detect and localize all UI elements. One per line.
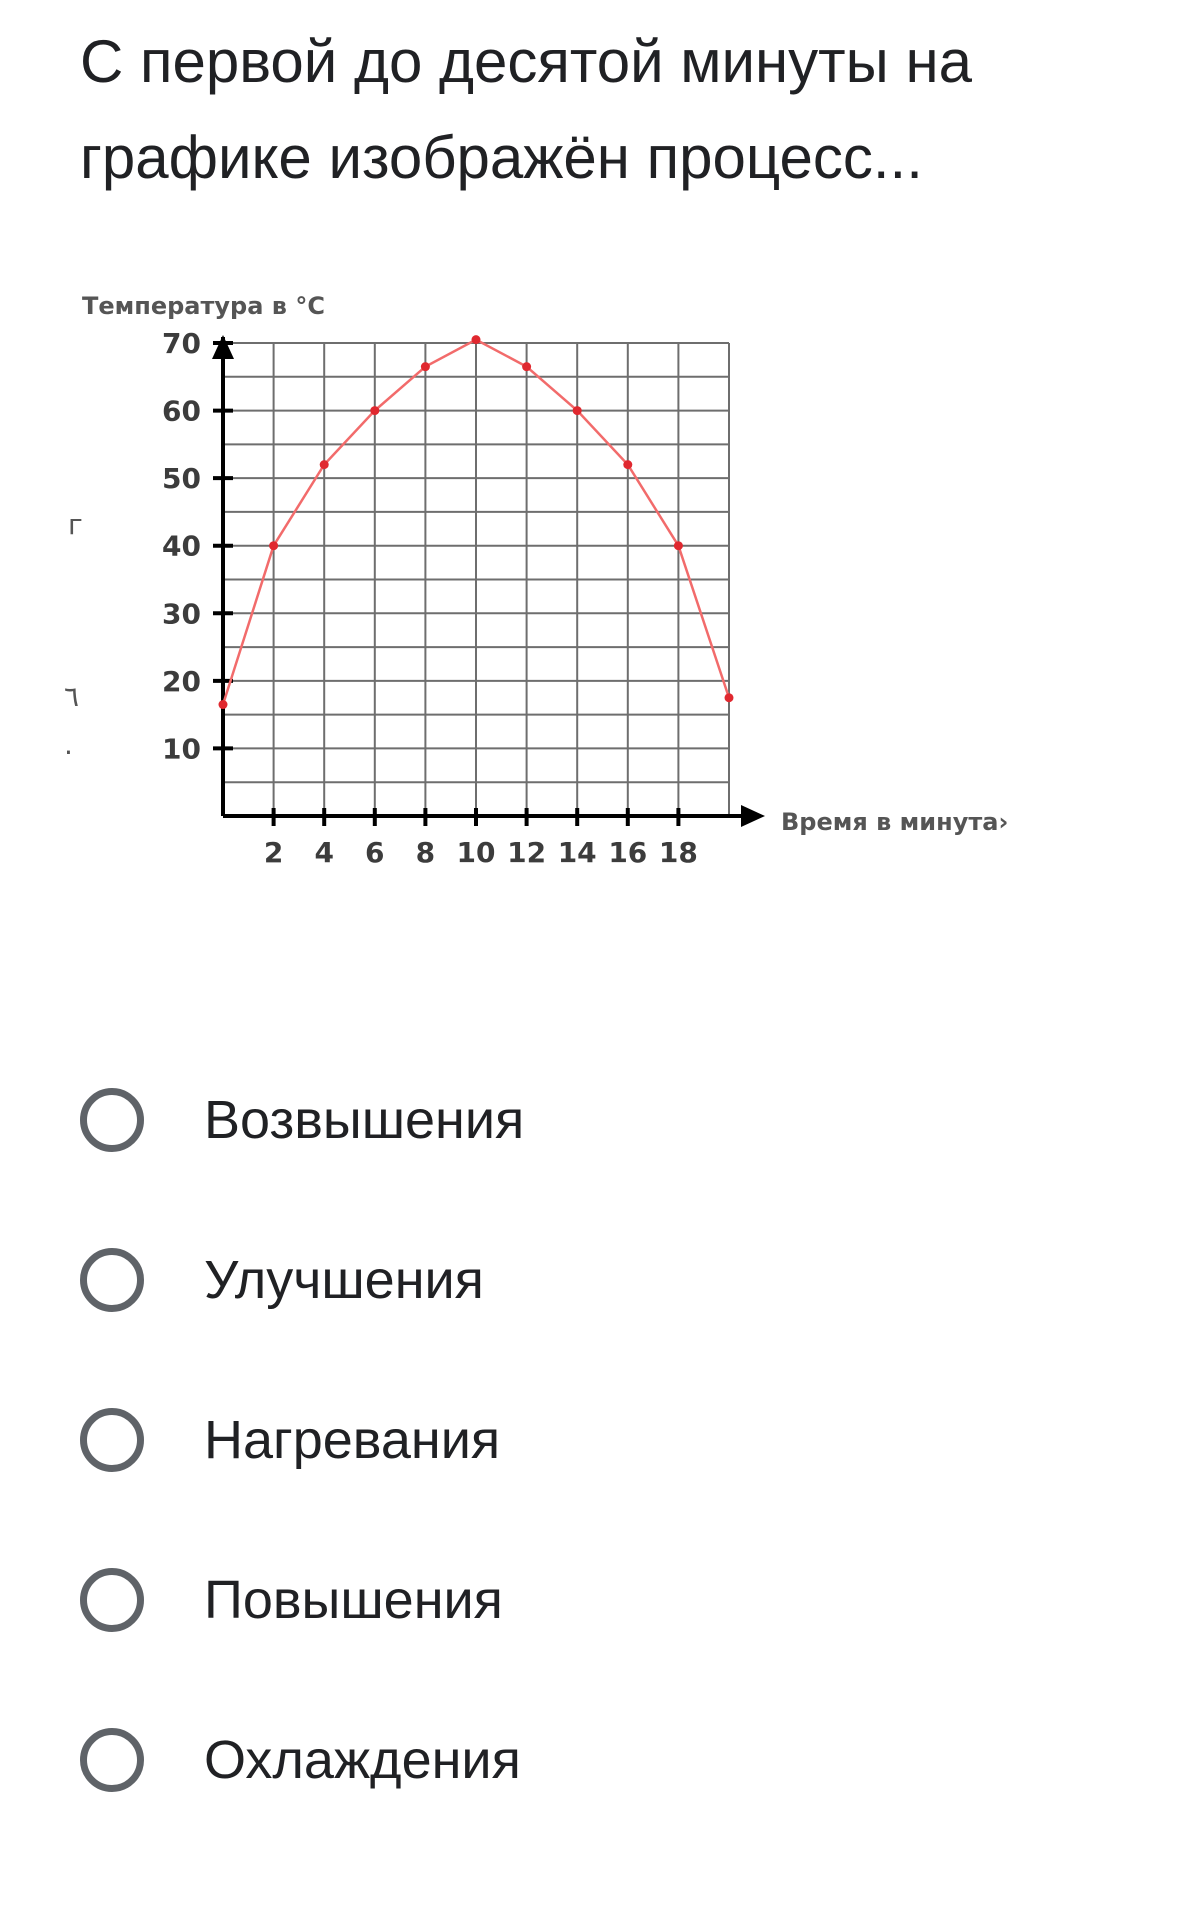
option-label: Повышения xyxy=(204,1570,503,1630)
x-tick-label: 16 xyxy=(608,836,648,869)
radio-button[interactable] xyxy=(80,1408,144,1472)
x-tick-label: 2 xyxy=(263,836,284,869)
answer-options xyxy=(80,1040,1120,1840)
x-axis-label: Время в минута› xyxy=(781,808,1009,836)
option-label: Нагревания xyxy=(204,1410,501,1470)
data-point xyxy=(522,362,531,371)
radio-button[interactable] xyxy=(80,1728,144,1792)
x-tick-label: 18 xyxy=(658,836,698,869)
option-povysheniya[interactable] xyxy=(80,1520,1120,1680)
x-tick-label: 12 xyxy=(507,836,547,869)
y-axis-arrow xyxy=(212,335,234,359)
data-point xyxy=(421,362,430,371)
y-tick-label: 10 xyxy=(162,732,201,766)
x-tick-label: 14 xyxy=(557,836,597,869)
x-axis-arrow xyxy=(741,805,765,827)
data-point xyxy=(725,693,734,702)
y-tick-label: 60 xyxy=(162,394,201,428)
data-point xyxy=(370,406,379,415)
y-tick-label: 20 xyxy=(162,664,201,698)
option-label: Возвышения xyxy=(204,1090,525,1150)
radio-button[interactable] xyxy=(80,1568,144,1632)
data-point xyxy=(472,335,481,344)
y-tick-label: 50 xyxy=(162,462,201,496)
data-point xyxy=(623,460,632,469)
option-label: Улучшения xyxy=(204,1250,484,1310)
option-okhlazhdeniya[interactable] xyxy=(80,1680,1120,1840)
option-nagrevaniya[interactable] xyxy=(80,1360,1120,1520)
radio-button[interactable] xyxy=(80,1088,144,1152)
data-point xyxy=(674,541,683,550)
x-tick-label: 10 xyxy=(456,836,496,869)
chart-svg xyxy=(60,290,1160,1030)
stray-mark: г xyxy=(68,508,83,541)
x-tick-label: 6 xyxy=(365,836,385,869)
y-tick-label: 30 xyxy=(162,597,201,631)
x-tick-label: 8 xyxy=(415,836,436,869)
data-point xyxy=(320,460,329,469)
data-point xyxy=(573,406,582,415)
axes xyxy=(212,335,765,827)
temperature-chart xyxy=(60,290,1160,1030)
data-point xyxy=(269,541,278,550)
x-tick-label: 4 xyxy=(314,836,334,869)
option-vozvysheniya[interactable] xyxy=(80,1040,1120,1200)
stray-mark: . xyxy=(64,728,73,761)
stray-mark: ٦ xyxy=(64,680,80,713)
y-tick-label: 40 xyxy=(162,529,201,563)
question-title: С первой до десятой минуты на графике изображён процесс... xyxy=(80,28,972,191)
y-axis-label: Температура в °С xyxy=(82,292,325,320)
option-label: Охлаждения xyxy=(204,1730,521,1790)
radio-button[interactable] xyxy=(80,1248,144,1312)
grid xyxy=(223,343,729,816)
option-uluchsheniya[interactable] xyxy=(80,1200,1120,1360)
y-tick-label: 70 xyxy=(162,327,201,360)
data-point xyxy=(219,700,228,709)
